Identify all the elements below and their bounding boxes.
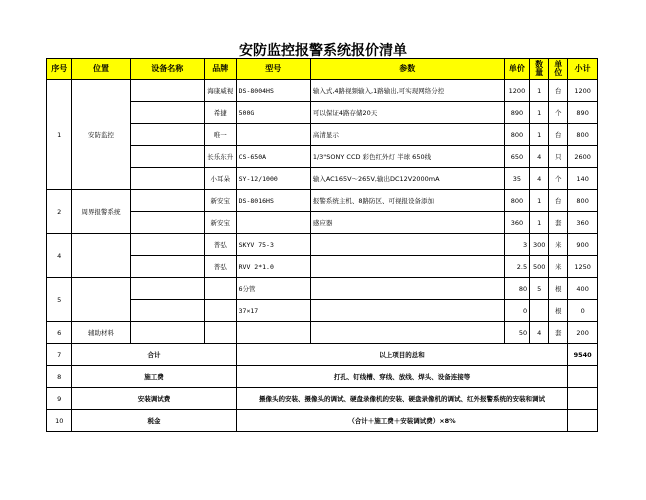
table-row [47, 234, 598, 256]
cell-params: 高清显示 [310, 124, 504, 146]
summary-label: 安装调试费 [72, 388, 236, 410]
cell-params: 输入式,4路视频输入,1路输出,可实现网络分控 [310, 80, 504, 102]
header-subtotal: 小计 [568, 59, 598, 80]
cell-location [72, 278, 130, 322]
header-params: 参数 [310, 59, 504, 80]
cell-price: 800 [504, 190, 529, 212]
cell-seq: 8 [47, 366, 72, 388]
cell-brand: 长乐东升 [204, 146, 236, 168]
cell-brand: 新安宝 [204, 212, 236, 234]
quote-table [46, 58, 598, 432]
cell-params [310, 322, 504, 344]
cell-price: 80 [504, 278, 529, 300]
cell-subtotal: 200 [568, 322, 598, 344]
cell-device-name [130, 234, 204, 256]
cell-model [236, 212, 310, 234]
header-brand: 品牌 [204, 59, 236, 80]
cell-subtotal: 0 [568, 300, 598, 322]
summary-label: 施工费 [72, 366, 236, 388]
cell-brand: 小耳朵 [204, 168, 236, 190]
cell-brand [204, 300, 236, 322]
cell-model: 37×17 [236, 300, 310, 322]
cell-device-name [130, 80, 204, 102]
cell-device-name [130, 256, 204, 278]
summary-subtotal: 9540 [568, 344, 598, 366]
cell-params [310, 300, 504, 322]
header-qty: 数量 [530, 59, 549, 80]
cell-brand: 普弘 [204, 234, 236, 256]
cell-unit: 个 [549, 102, 568, 124]
cell-device-name [130, 102, 204, 124]
cell-unit: 台 [549, 80, 568, 102]
cell-model: SY-12/1000 [236, 168, 310, 190]
cell-price: 50 [504, 322, 529, 344]
cell-location: 辅助材料 [72, 322, 130, 344]
cell-seq: 10 [47, 410, 72, 432]
table-row [47, 80, 598, 102]
cell-unit: 根 [549, 278, 568, 300]
table-row [47, 322, 598, 344]
cell-model: DS-8016HS [236, 190, 310, 212]
cell-unit: 根 [549, 300, 568, 322]
summary-row [47, 410, 598, 432]
cell-device-name [130, 124, 204, 146]
cell-qty: 500 [530, 256, 549, 278]
cell-brand: 唯一 [204, 124, 236, 146]
cell-qty: 1 [530, 190, 549, 212]
cell-brand [204, 278, 236, 300]
cell-subtotal: 1250 [568, 256, 598, 278]
cell-model: SKYV 75-3 [236, 234, 310, 256]
cell-brand: 海康威视 [204, 80, 236, 102]
cell-device-name [130, 168, 204, 190]
header-device-name: 设备名称 [130, 59, 204, 80]
header-seq: 序号 [47, 59, 72, 80]
cell-qty [530, 300, 549, 322]
cell-device-name [130, 278, 204, 300]
summary-desc: 打孔、钉线槽、穿线、放线、焊头、设备连接等 [236, 366, 568, 388]
summary-desc: （合计＋施工费＋安装调试费）×8% [236, 410, 568, 432]
cell-qty: 1 [530, 80, 549, 102]
cell-brand: 新安宝 [204, 190, 236, 212]
summary-row [47, 344, 598, 366]
cell-params [310, 234, 504, 256]
cell-seq: 5 [47, 278, 72, 322]
cell-subtotal: 800 [568, 124, 598, 146]
header-row [47, 59, 598, 80]
summary-row [47, 388, 598, 410]
cell-qty: 1 [530, 102, 549, 124]
cell-location [72, 234, 130, 278]
cell-price: 2.5 [504, 256, 529, 278]
cell-qty: 300 [530, 234, 549, 256]
cell-subtotal: 360 [568, 212, 598, 234]
summary-subtotal [568, 388, 598, 410]
cell-brand [204, 322, 236, 344]
cell-qty: 4 [530, 146, 549, 168]
cell-params: 输入AC165V～265V,输出DC12V2000mA [310, 168, 504, 190]
cell-device-name [130, 146, 204, 168]
cell-params: 可以保证4路存储20天 [310, 102, 504, 124]
cell-price: 0 [504, 300, 529, 322]
cell-unit: 台 [549, 124, 568, 146]
cell-params: 1/3"SONY CCD 彩色红外灯 半球 650线 [310, 146, 504, 168]
cell-subtotal: 800 [568, 190, 598, 212]
header-location: 位置 [72, 59, 130, 80]
cell-brand: 希捷 [204, 102, 236, 124]
summary-subtotal [568, 366, 598, 388]
cell-unit: 个 [549, 168, 568, 190]
summary-label: 税金 [72, 410, 236, 432]
cell-subtotal: 1200 [568, 80, 598, 102]
cell-subtotal: 140 [568, 168, 598, 190]
cell-seq: 6 [47, 322, 72, 344]
cell-price: 35 [504, 168, 529, 190]
cell-seq: 7 [47, 344, 72, 366]
cell-unit: 米 [549, 234, 568, 256]
header-unit-price: 单价 [504, 59, 529, 80]
cell-qty: 1 [530, 124, 549, 146]
cell-unit: 套 [549, 322, 568, 344]
summary-desc: 以上项目的总和 [236, 344, 568, 366]
cell-price: 650 [504, 146, 529, 168]
header-model: 型号 [236, 59, 310, 80]
cell-subtotal: 2600 [568, 146, 598, 168]
cell-location: 周界报警系统 [72, 190, 130, 234]
page-title: 安防监控报警系统报价清单 [239, 43, 407, 59]
cell-unit: 只 [549, 146, 568, 168]
cell-seq: 2 [47, 190, 72, 234]
cell-model [236, 322, 310, 344]
summary-row [47, 366, 598, 388]
cell-model: CS-650A [236, 146, 310, 168]
cell-qty: 5 [530, 278, 549, 300]
cell-device-name [130, 300, 204, 322]
cell-qty: 1 [530, 212, 549, 234]
cell-qty: 4 [530, 168, 549, 190]
cell-params: 报警系统主机、8路防区、可视报设备添加 [310, 190, 504, 212]
summary-subtotal [568, 410, 598, 432]
cell-params [310, 256, 504, 278]
cell-price: 3 [504, 234, 529, 256]
table-row [47, 190, 598, 212]
cell-qty: 4 [530, 322, 549, 344]
cell-seq: 1 [47, 80, 72, 190]
cell-subtotal: 900 [568, 234, 598, 256]
cell-params [310, 278, 504, 300]
cell-location: 安防监控 [72, 80, 130, 190]
cell-price: 800 [504, 124, 529, 146]
cell-price: 360 [504, 212, 529, 234]
cell-brand: 普弘 [204, 256, 236, 278]
table-row [47, 278, 598, 300]
cell-unit: 台 [549, 190, 568, 212]
cell-subtotal: 400 [568, 278, 598, 300]
header-unit: 单位 [549, 59, 568, 80]
cell-price: 890 [504, 102, 529, 124]
cell-model [236, 124, 310, 146]
cell-params: 感应器 [310, 212, 504, 234]
cell-unit: 套 [549, 212, 568, 234]
cell-subtotal: 890 [568, 102, 598, 124]
summary-desc: 摄像头的安装、摄像头的调试、硬盘录像机的安装、硬盘录像机的调试、红外报警系统的安装和调试 [236, 388, 568, 410]
cell-seq: 9 [47, 388, 72, 410]
cell-unit: 米 [549, 256, 568, 278]
cell-model: RVV 2*1.0 [236, 256, 310, 278]
cell-model: 6分管 [236, 278, 310, 300]
cell-device-name [130, 212, 204, 234]
cell-model: 500G [236, 102, 310, 124]
summary-label: 合计 [72, 344, 236, 366]
cell-model: DS-8004HS [236, 80, 310, 102]
cell-price: 1200 [504, 80, 529, 102]
cell-seq: 4 [47, 234, 72, 278]
cell-device-name [130, 190, 204, 212]
cell-device-name [130, 322, 204, 344]
